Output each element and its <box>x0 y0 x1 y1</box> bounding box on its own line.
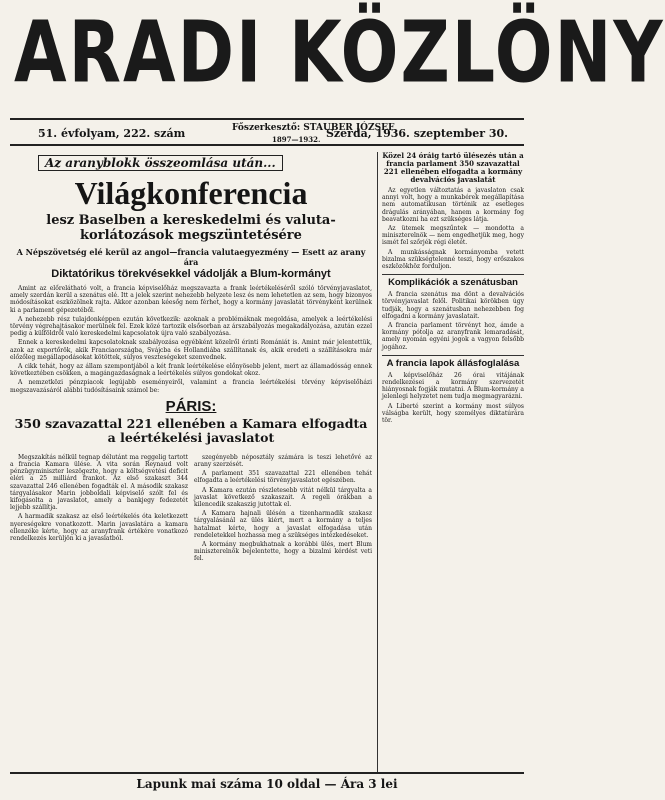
article-paragraph: A parlament 351 szavazattal 221 ellenében tehát elfogadta a leértékelési törvényjavaslatot egészében. <box>194 470 372 485</box>
article-paragraph: A kormány megbukhatnak a korábbi ülés, mert Blum miniszterelnök bejelentette, hogy a bizalmi kérdést veti fel. <box>194 541 372 563</box>
footer-price-line: Lapunk mai száma 10 oldal — Ára 3 lei <box>10 772 524 796</box>
article-paragraph: Az ütemek megszűntek — mondotta a miniszterelnök — nem engedhetjük meg, hogy ismét fel szőrjék régi életét. <box>382 225 524 247</box>
article-paragraph: A képviselőház 26 órai vitájának rendelkezései a kormány szervezetét hiányosnak fogják mutatni. A Blum-kormány a jelenlegi helyzetet nem tudja megmagyarázni. <box>382 371 524 401</box>
paris-right-column <box>194 454 372 565</box>
lead-kicker: Az aranyblokk összeomlása után... <box>38 155 283 171</box>
article-paragraph: A francia szenátus ma dönt a devalvációs törvényjavaslat felől. Politikai körökben úgy tudják, hogy a szenátusban nehezebben fog elfogadni a kormány javaslatait. <box>382 291 524 320</box>
article-paragraph: szegényebb néposztály számára is teszi lehetővé az arany szerzését. <box>194 453 372 469</box>
article-paragraph: Ennek a kereskedelmi kapcsolatoknak szabályozása egyébként közelről érinti Romániát is. Amint már jelentettük, azok az exportőrök, akik Franciaországba, Svájcba és Hollandiába szállítanak és, akik eredeti a szállításokra már előzőleg megállapodásokat kötöttek, súlyos veszteségeket szenvednek. <box>10 339 372 361</box>
article-paragraph: A nehezebb rész tulajdonképpen ezután következik: azoknak a problémáknak megoldása, amelyek a leértékelési törvény végrehajtásakor merülnek fel. Ezek közé tartozik elsősorban az árszabályozás megakadályozása, azután ezzel pedig a külföldről való kereskedelmi kapcsolatok újra való szabályozása. <box>10 315 372 338</box>
paris-left-column <box>10 454 188 565</box>
lead-article-body <box>10 285 372 394</box>
lead-subheadline: lesz Baselben a kereskedelmi és valuta-korlátozások megszüntetésére <box>46 213 336 243</box>
side-body-senate <box>382 291 524 351</box>
side-body <box>382 187 524 270</box>
side-body-press <box>382 372 524 424</box>
masthead-title: ARADI KÖZLÖNY <box>14 4 665 103</box>
lead-strapline: A Népszövetség elé kerül az angol—francia valutaegyezmény — Esett az arany ára <box>16 247 366 267</box>
editor-years: 1897—1932. <box>272 135 321 144</box>
volume-number: 51. évfolyam, 222. szám <box>38 127 186 140</box>
side-headline-press: A francia lapok állásfoglalása <box>382 355 524 369</box>
lead-bar-headline: Diktatórikus törekvésekkel vádolják a Blum-kormányt <box>51 268 331 280</box>
article-paragraph: A munkásságnak kormányomba vetett bizalma szükségtelenné teszi, hogy erőszakos eszközökhöz forduljon. <box>382 248 524 271</box>
article-paragraph: A harmadik szakasz az első leértékelés óta keletkezett nyereségekre vonatkozott. Marin javaslatára a kamara ellenzéke kérte, hogy az aranyfrank értékére vonatkozó rendelkezés kerüljön ki a javaslatból. <box>10 513 188 543</box>
article-paragraph: A cikk tehát, hogy az állam szempontjából a két frank leértékelése előnyösebb jelent, mert az államadósság ennek következtében csökken, a magángazdaságnak a leértékelés súlyos gondokat okoz. <box>10 363 372 378</box>
side-column <box>377 152 524 772</box>
side-lead: Közel 24 óráig tartó ülésezés után a francia parlament 350 szavazattal 221 ellenében elfogadta a kormány devalvációs javaslatát <box>382 151 524 184</box>
article-paragraph: Az egyetlen változtatás a javaslaton csak annyi volt, hogy a munkabérek megállapítása nem automatikusan történik az esetleges drágulás arányában, hanem a kormány fog beavatkozni ha ezt szükséges látja. <box>382 187 524 223</box>
article-paragraph: A Liberté szerint a kormány most súlyos válságba került, hogy személyes diktatúrára tör. <box>382 402 524 425</box>
article-paragraph: A francia parlament törvényt hoz, ámde a kormány pótolja az aranyfrank lemaradását, amely nyomán egyéni jogok a vagyon felsőbb jogához. <box>382 322 524 351</box>
article-paragraph: A Kamara ezután részletesebb vitát nélkül tárgyalta a javaslat következő szakaszait. A regeli órákban a kilencedik szakaszig jutottak el. <box>194 486 372 509</box>
main-column <box>10 152 372 772</box>
lead-headline: Világkonferencia <box>74 175 308 211</box>
paris-article-columns <box>10 449 372 565</box>
article-paragraph: A Kamara hajnali ülésén a tizenharmadik szakasz tárgyalásánál az ülés kiért, mert a kormány a teljes hatalmat kérte, hogy a javaslat elfogadása után rendeletekkel hozhassa meg a szükséges intézkedéseket. <box>194 510 372 539</box>
paris-headline: 350 szavazattal 221 ellenében a Kamara elfogadta a leértékelési javaslatot <box>14 415 368 445</box>
side-headline-senate: Komplikációk a szenátusban <box>382 274 524 288</box>
masthead <box>0 4 665 104</box>
issue-date: Szerda, 1936. szeptember 30. <box>325 127 508 140</box>
issue-info-bar <box>10 118 524 146</box>
article-paragraph: Megszakítás nélkül tegnap délutánt ma reggelig tartott a francia Kamara ülése. A vita során Reynaud volt pénzügyminiszter leszögezte, hogy a költségvetési deficit eléri a 25 milliárd frankot. Az első szakaszt 344 szavazattal 246 ellenében fogadták el. A második szakasz tárgyalásakor Marin jobboldali képviselő szólt fel és kifogásolta a javaslatot, amely a bankjegy fedezetét lejjebb szállítja. <box>10 453 188 512</box>
article-paragraph: Amint az előrelátható volt, a francia képviselőház megszavazta a frank leértékeléséről szóló törvényjavaslatot, amely szerdán kerül a szenátus elé. Itt a jelek szerint nehezebb helyzete lesz és nem lehetetlen az sem, hogy bizonyos módosításokat eszközölnek rajta. Akkor azonban kéesőg nem férhet, hogy a kormány javaslatát törvényként kerülnek ki a parlament gépezetéből. <box>10 285 372 314</box>
paris-dateline: PÁRIS: <box>165 397 217 415</box>
article-paragraph: A nemzetközi pénzpiacok legújabb eseményeiről, valamint a francia leértékelési törvény képviselőházi megszavazásáról alábbi tudósításaink számol be: <box>10 379 372 394</box>
editor-line: Főszerkesztő: STAUBER JÓZSEF <box>232 123 395 133</box>
